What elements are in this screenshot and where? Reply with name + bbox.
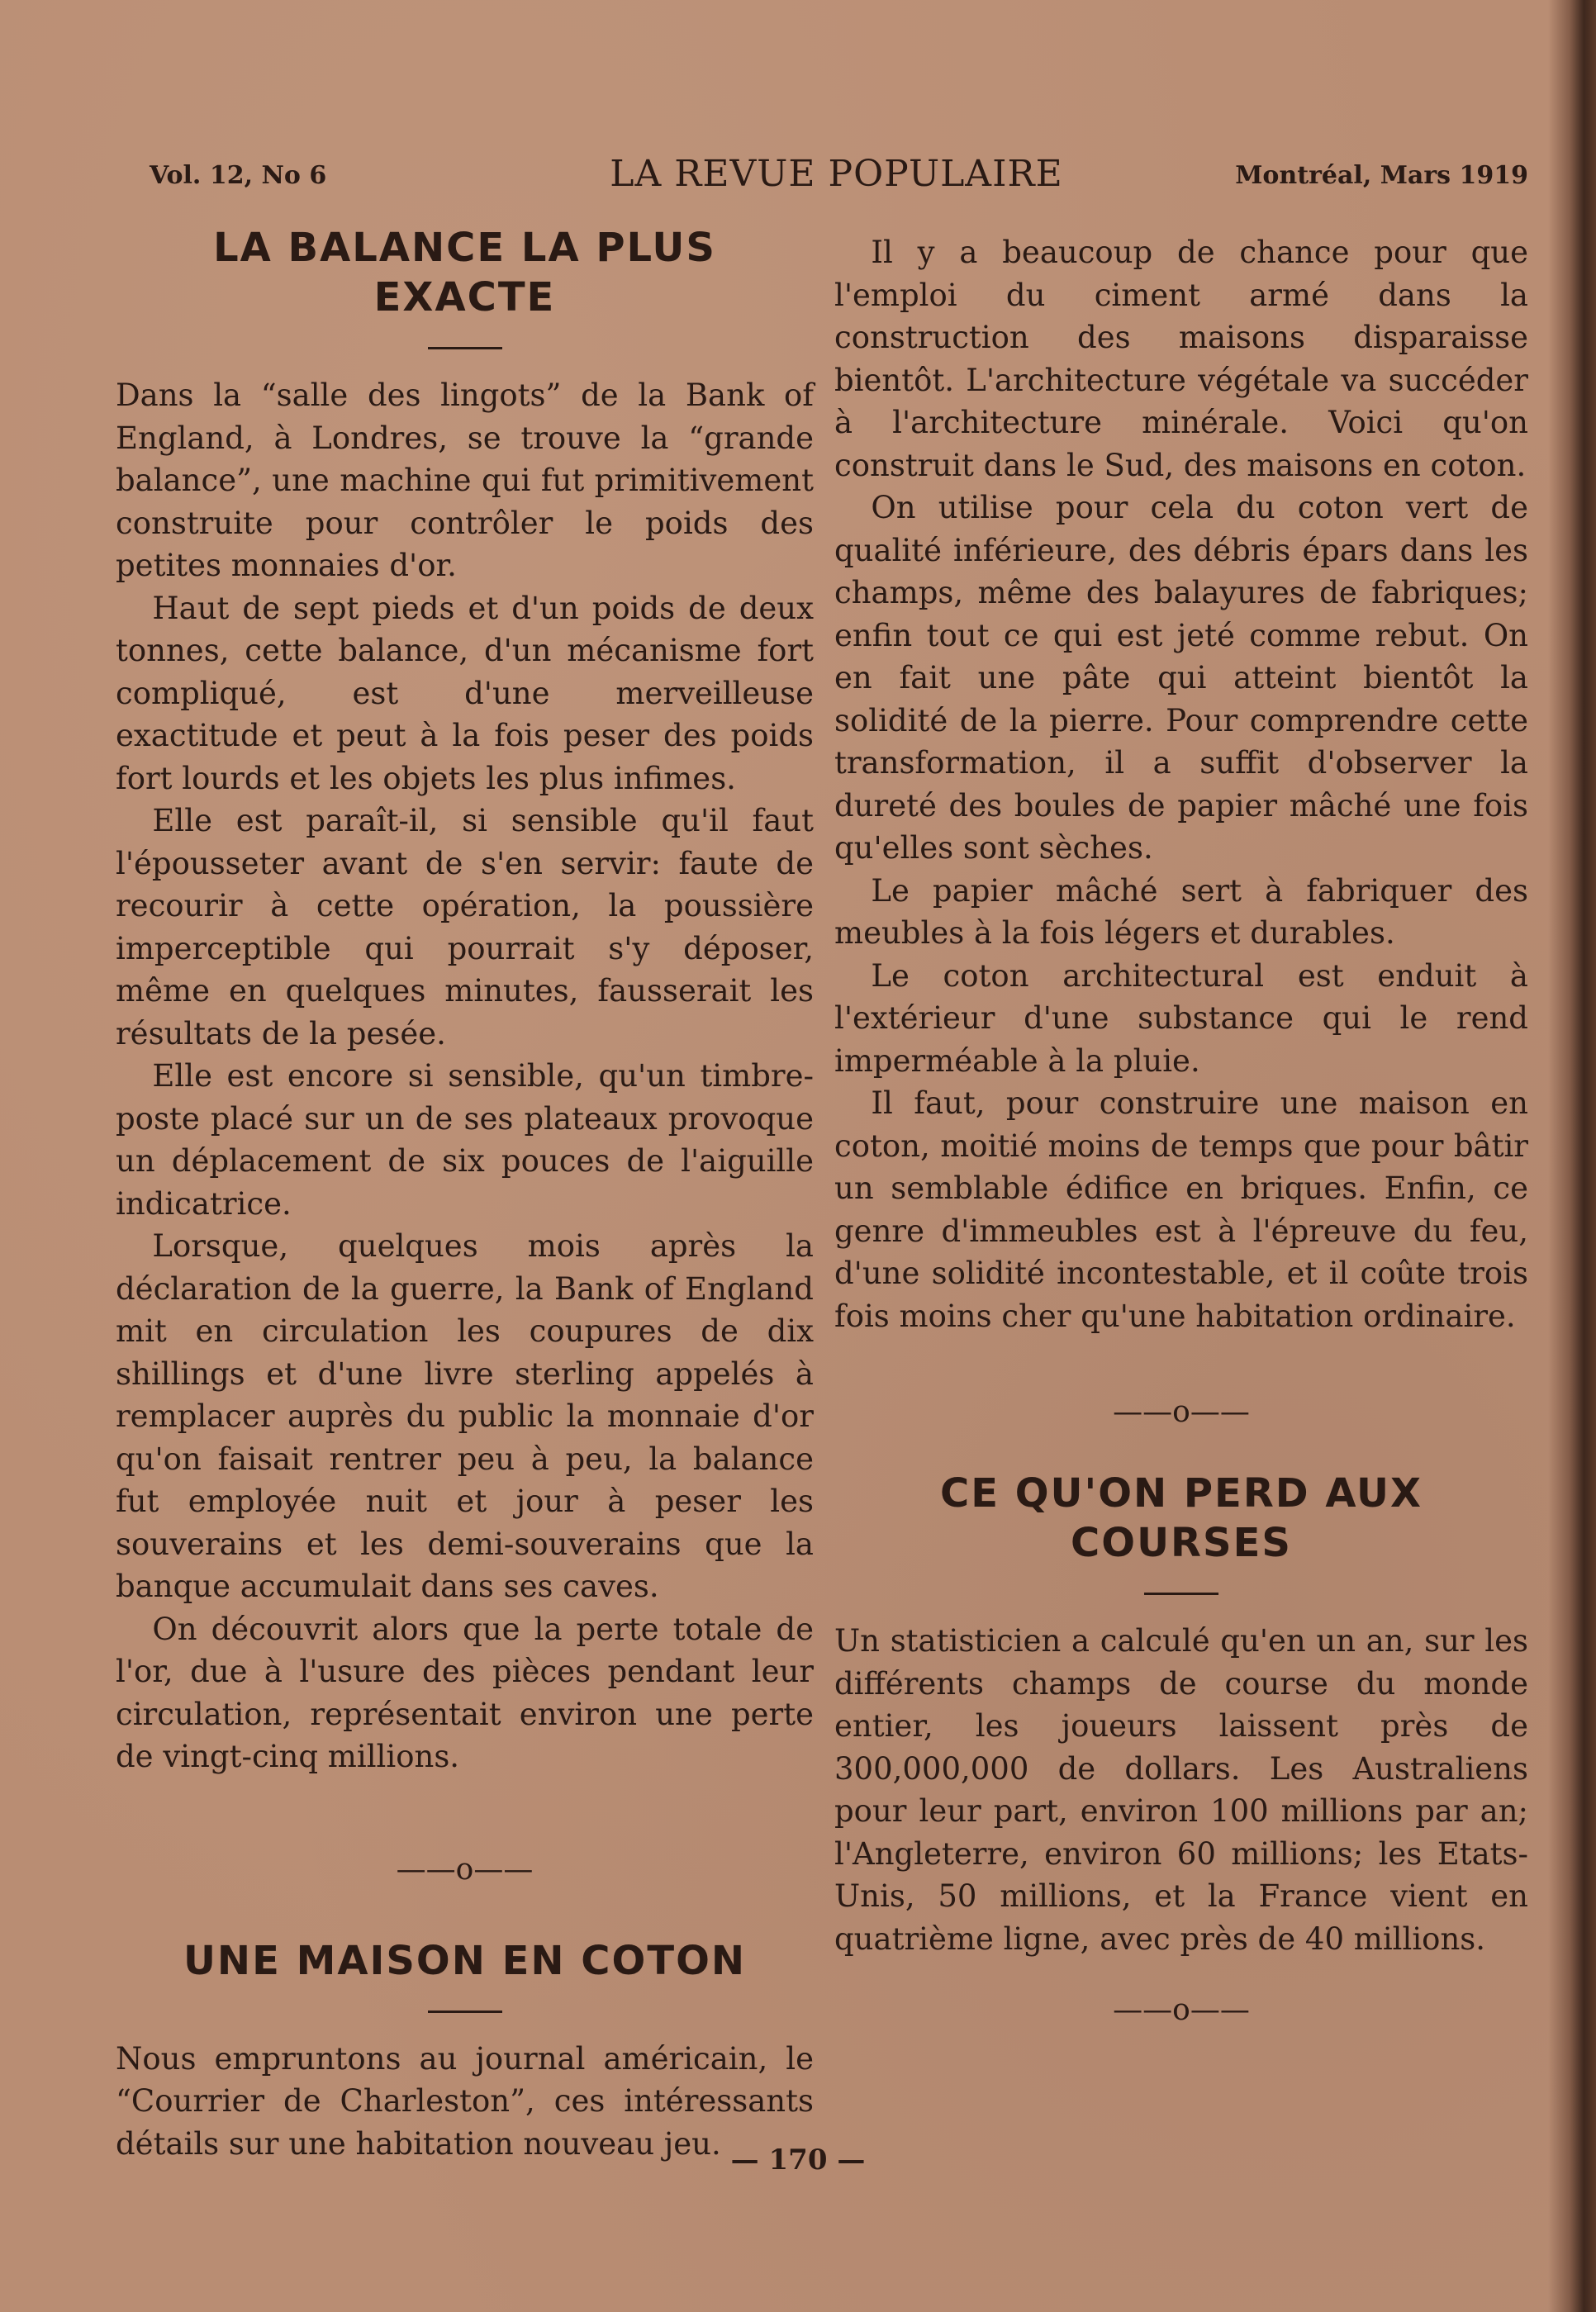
paragraph: On découvrit alors que la perte totale de l'or, due à l'usure des pièces pendant leur circulation, représentait environ une perte de vingt-cinq millions. bbox=[116, 1611, 814, 1774]
section-separator: ——o—— bbox=[396, 1852, 534, 1887]
paragraph: Le papier mâché sert à fabriquer des meubles à la fois légers et durables. bbox=[834, 872, 1528, 951]
paragraph: Lorsque, quelques mois après la déclaration de la guerre, la Bank of England mit en circulation les coupures de dix shillings et d'une livre sterling appelés à remplacer auprès du public la monnaie d'or qu'on faisait rentrer peu à peu, la balance fut employée nuit et jour à peser les souverains et les demi-souverains que la banque accumulait dans ses caves. bbox=[116, 1228, 814, 1604]
article-title: UNE MAISON EN COTON bbox=[183, 1937, 747, 1984]
paragraph: Un statisticien a calculé qu'en un an, sur les différents champs de course du monde entier, les joueurs laissent près de 300,000,000 de dollars. Les Australiens pour leur part, environ 100 millions par an; l'Angleterre, environ 60 millions; les Etats-Unis, 50 millions, et la France vient en quatrième ligne, avec près de 40 millions. bbox=[834, 1623, 1528, 1957]
section-separator: ——o—— bbox=[1113, 1993, 1250, 2027]
page-number: — 170 — bbox=[730, 2143, 866, 2177]
paragraph: Dans la “salle des lingots” de la Bank of England, à Londres, se trouve la “grande balance”, une machine qui fut primitivement construite pour contrôler le poids des petites monnaies d'or. bbox=[116, 377, 814, 583]
place-date: Montréal, Mars 1919 bbox=[1235, 161, 1528, 190]
article-balance bbox=[116, 223, 814, 1887]
article-title: LA BALANCE LA PLUS EXACTE bbox=[213, 225, 716, 320]
article-title: CE QU'ON PERD AUX COURSES bbox=[939, 1470, 1423, 1566]
paragraph: Elle est encore si sensible, qu'un timbre-poste placé sur un de ses plateaux provoque un déplacement de six pouces de l'aiguille indicatrice. bbox=[116, 1058, 814, 1222]
paragraph: Le coton architectural est enduit à l'extérieur d'une substance qui le rend imperméable à la pluie. bbox=[834, 957, 1528, 1079]
paragraph: Il y a beaucoup de chance pour que l'emploi du ciment armé dans la construction des maisons disparaisse bientôt. L'architecture végétale va succéder à l'architecture minérale. Voici qu'on construit dans le Sud, des maisons en coton. bbox=[834, 235, 1528, 483]
title-rule bbox=[1144, 1593, 1218, 1595]
article-courses bbox=[834, 1469, 1528, 2027]
paragraph: Haut de sept pieds et d'un poids de deux tonnes, cette balance, d'un mécanisme fort compliqué, est d'une merveilleuse exactitude et peut à la fois peser des poids fort lourds et les objets les plus infimes. bbox=[116, 590, 814, 796]
volume-number: Vol. 12, No 6 bbox=[150, 161, 327, 190]
section-separator: ——o—— bbox=[1113, 1395, 1250, 1429]
paragraph: Il faut, pour construire une maison en coton, moitié moins de temps que pour bâtir un semblable édifice en briques. Enfin, ce genre d'immeubles est à l'épreuve du feu, d'une solidité incontestable, et il coûte trois fois moins cher qu'une habitation ordinaire. bbox=[834, 1085, 1528, 1334]
right-column bbox=[834, 231, 1528, 2067]
paragraph: Elle est paraît-il, si sensible qu'il faut l'épousseter avant de s'en servir: faute de recourir à cette opération, la poussière imperceptible qui pourrait s'y déposer, même en quelques minutes, fausserait les résultats de la pesée. bbox=[116, 803, 814, 1052]
left-column bbox=[116, 223, 814, 2165]
title-rule bbox=[428, 2011, 502, 2013]
paragraph: On utilise pour cela du coton vert de qualité inférieure, des débris épars dans les champs, même des balayures de fabriques; enfin tout ce qui est jeté comme rebut. On en fait une pâte qui atteint bientôt la solidité de la pierre. Pour comprendre cette transformation, il a suffit d'observer la dureté des boules de papier mâché une fois qu'elles sont sèches. bbox=[834, 490, 1528, 866]
page-header bbox=[145, 153, 1528, 211]
magazine-title: LA REVUE POPULAIRE bbox=[610, 153, 1063, 195]
page-binding-shadow bbox=[1548, 0, 1596, 2312]
title-rule bbox=[428, 347, 502, 349]
paragraph: Nous empruntons au journal américain, le “Courrier de Charleston”, ces intéressants détails sur une habitation nouveau jeu. bbox=[116, 2040, 814, 2162]
article-maison-coton bbox=[116, 1936, 814, 2166]
